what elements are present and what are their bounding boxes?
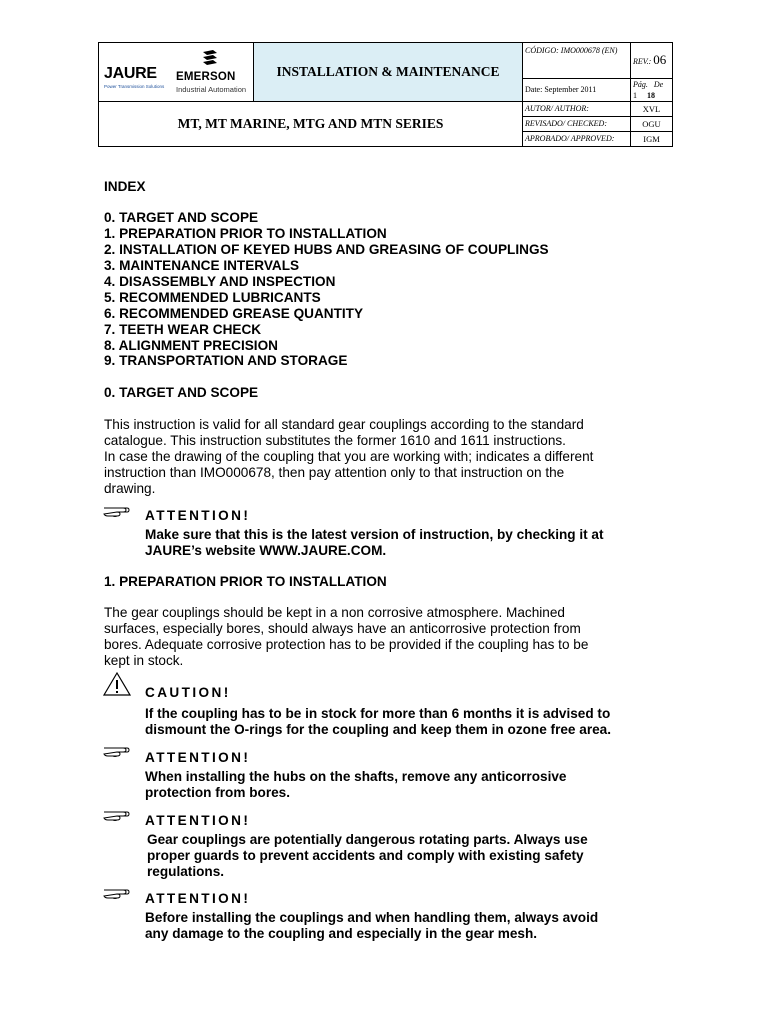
index-item: 7. TEETH WEAR CHECK bbox=[104, 322, 262, 337]
attention-body bbox=[145, 910, 645, 942]
section-1-heading: 1. PREPARATION PRIOR TO INSTALLATION bbox=[104, 574, 387, 589]
section-0-line: instruction than IMO000678, then pay attention only to that instruction on the bbox=[104, 465, 565, 480]
revisado-label: REVISADO/ CHECKED: bbox=[523, 117, 631, 132]
caution-line: dismount the O-rings for the coupling and keep them in ozone free area. bbox=[145, 722, 612, 737]
emerson-logo-icon bbox=[201, 49, 219, 65]
date-label: Date: September 2011 bbox=[523, 79, 631, 102]
index-item: 6. RECOMMENDED GREASE QUANTITY bbox=[104, 306, 364, 321]
index-item: 4. DISASSEMBLY AND INSPECTION bbox=[104, 274, 336, 289]
rev-label: REV.: bbox=[633, 56, 652, 66]
index-item: 3. MAINTENANCE INTERVALS bbox=[104, 258, 300, 273]
page-total: 18 bbox=[647, 91, 655, 100]
aprobado-label: APROBADO/ APPROVED: bbox=[523, 132, 631, 147]
emerson-logo-subtitle: Industrial Automation bbox=[176, 85, 247, 94]
caution-body bbox=[145, 706, 645, 738]
pointing-hand-icon bbox=[103, 807, 133, 822]
index-item: 5. RECOMMENDED LUBRICANTS bbox=[104, 290, 321, 305]
emerson-logo: EMERSON bbox=[176, 71, 236, 83]
attention-body bbox=[145, 769, 645, 801]
attention-title: ATTENTION! bbox=[145, 891, 251, 906]
attention-line: JAURE’s website WWW.JAURE.COM. bbox=[145, 543, 387, 558]
series-title: MT, MT MARINE, MTG AND MTN SERIES bbox=[99, 102, 523, 147]
section-0-line: This instruction is valid for all standard gear couplings according to the standard bbox=[104, 417, 584, 432]
section-0-line: drawing. bbox=[104, 481, 156, 496]
jaure-logo: JAURE bbox=[104, 65, 157, 82]
pointing-hand-icon bbox=[103, 885, 133, 900]
index-item: 9. TRANSPORTATION AND STORAGE bbox=[104, 353, 348, 368]
pag-label: Pág. bbox=[633, 80, 648, 89]
attention-line: protection from bores. bbox=[145, 785, 291, 800]
pointing-hand-icon bbox=[103, 743, 133, 758]
document-header bbox=[98, 42, 672, 146]
pointing-hand-icon bbox=[103, 503, 133, 518]
attention-line: Make sure that this is the latest version of instruction, by checking it at bbox=[145, 527, 604, 542]
autor-label: AUTOR/ AUTHOR: bbox=[523, 102, 631, 117]
attention-title: ATTENTION! bbox=[145, 508, 251, 523]
revision bbox=[631, 43, 673, 79]
section-1-line: kept in stock. bbox=[104, 653, 184, 668]
jaure-logo-subtitle: Power Transmission Solutions bbox=[104, 84, 165, 89]
logo-area bbox=[99, 43, 254, 102]
section-0-heading: 0. TARGET AND SCOPE bbox=[104, 385, 259, 400]
revisado-value: OGU bbox=[631, 117, 673, 132]
attention-line: regulations. bbox=[147, 864, 225, 879]
attention-line: When installing the hubs on the shafts, remove any anticorrosive bbox=[145, 769, 567, 784]
document-title: INSTALLATION & MAINTENANCE bbox=[254, 43, 523, 102]
section-0-line: catalogue. This instruction substitutes the former 1610 and 1611 instructions. bbox=[104, 433, 566, 448]
index-item: 0. TARGET AND SCOPE bbox=[104, 210, 259, 225]
section-1-line: The gear couplings should be kept in a non corrosive atmosphere. Machined bbox=[104, 605, 565, 620]
attention-line: any damage to the coupling and especially in the gear mesh. bbox=[145, 926, 538, 941]
autor-value: XVL bbox=[631, 102, 673, 117]
index-heading: INDEX bbox=[104, 179, 146, 194]
caution-line: If the coupling has to be in stock for more than 6 months it is advised to bbox=[145, 706, 611, 721]
rev-value: 06 bbox=[653, 51, 667, 67]
attention-body bbox=[147, 832, 647, 880]
codigo-label: CÓDIGO: IMO000678 (EN) bbox=[523, 43, 631, 79]
section-1-line: bores. Adequate corrosive protection has to be provided if the coupling has to be bbox=[104, 637, 589, 652]
section-1-line: surfaces, especially bores, should always have an anticorrosive protection from bbox=[104, 621, 581, 636]
attention-title: ATTENTION! bbox=[145, 813, 251, 828]
index-item: 2. INSTALLATION OF KEYED HUBS AND GREASING OF COUPLINGS bbox=[104, 242, 549, 257]
page-number bbox=[631, 79, 673, 102]
section-0-line: In case the drawing of the coupling that you are working with; indicates a different bbox=[104, 449, 594, 464]
de-label: De bbox=[653, 80, 664, 89]
caution-title: CAUTION! bbox=[145, 685, 231, 700]
index-item: 1. PREPARATION PRIOR TO INSTALLATION bbox=[104, 226, 387, 241]
attention-line: Before installing the couplings and when handling them, always avoid bbox=[145, 910, 599, 925]
attention-title: ATTENTION! bbox=[145, 750, 251, 765]
attention-line: Gear couplings are potentially dangerous rotating parts. Always use bbox=[147, 832, 588, 847]
attention-body bbox=[145, 527, 645, 559]
aprobado-value: IGM bbox=[631, 132, 673, 147]
index-item: 8. ALIGNMENT PRECISION bbox=[104, 338, 278, 353]
page-current: 1 bbox=[633, 91, 637, 100]
warning-triangle-icon bbox=[102, 671, 132, 697]
attention-line: proper guards to prevent accidents and comply with existing safety bbox=[147, 848, 584, 863]
